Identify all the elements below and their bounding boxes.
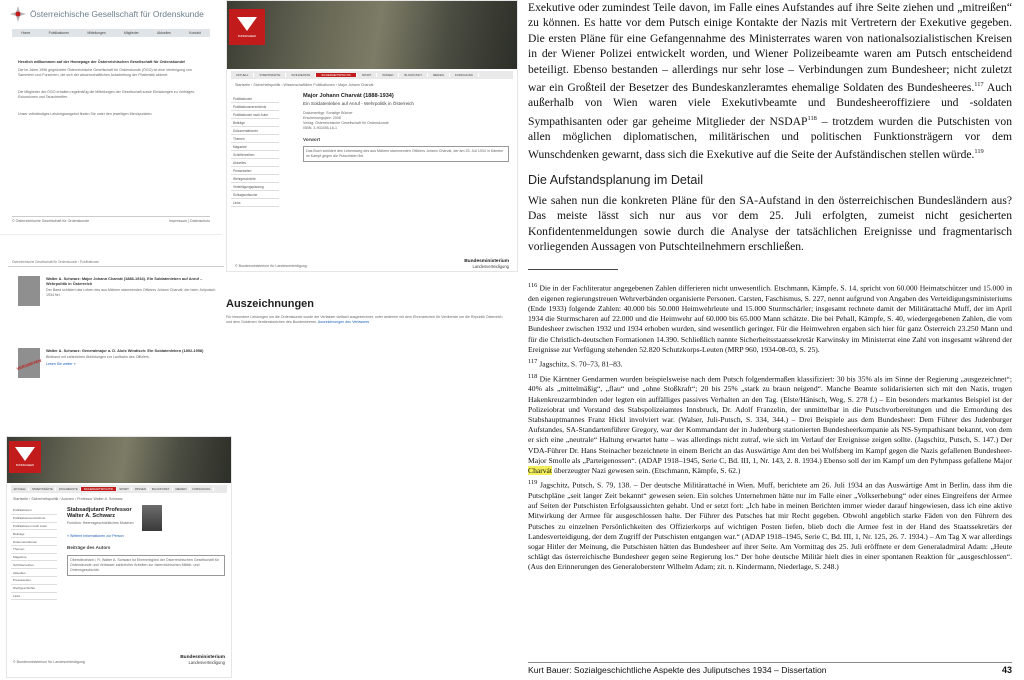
sidebar-item[interactable]: Beiträge (231, 119, 279, 127)
nav-item-streitkraefte[interactable]: STREITKRÄFTE (29, 487, 56, 491)
section-heading: Beiträge des Autors (67, 545, 111, 550)
sidebar-item[interactable]: Schriftenreihen (11, 561, 57, 569)
nav-item-medien[interactable]: MEDIEN (173, 487, 190, 491)
bundesheer-logo[interactable] (9, 441, 41, 473)
list-item-text: Der Band schildert das Leben des aus Mähren stammenden Offiziers Johann Charvát, der beim Juliputsch 1934 fiel. (46, 288, 216, 297)
page-number: 43 (1001, 665, 1012, 675)
triangle-icon (237, 17, 257, 31)
ogo-nav-mitglieder[interactable]: Mitglieder (124, 31, 139, 35)
author-function: Funktion: Heeresgeschichtliches Museum (67, 521, 134, 525)
ministry-brand-bottom: Landesverteidigung (188, 660, 225, 665)
publication-main (303, 93, 509, 162)
awards-panel (226, 298, 506, 368)
nav-item-medien[interactable]: MEDIEN (428, 73, 450, 77)
nav-item-aktuell[interactable]: AKTUELL (11, 487, 29, 491)
sidebar-item[interactable]: Presseseiten (11, 577, 57, 585)
publication-subtitle: Ein Soldatenleben auf Anruf - Wehrpolitik in Österreich (303, 101, 414, 106)
sidebar-item[interactable]: Schriftenreihen (231, 151, 279, 159)
nav-item-sport[interactable]: SPORT (117, 487, 133, 491)
nav-item-aktuell[interactable]: AKTUELL (231, 73, 254, 77)
ogo-nav-aktuelles[interactable]: Aktuelles (157, 31, 171, 35)
footnote-divider (528, 269, 618, 270)
list-item (18, 276, 218, 316)
page-footer (235, 259, 509, 269)
page-footer (528, 662, 1012, 675)
ogo-nav-kontakt[interactable]: Kontakt (189, 31, 201, 35)
publication-meta: Dokumenttyp: Sonstige Bücher (303, 111, 353, 115)
sidebar-item[interactable]: Magazine (231, 143, 279, 151)
footer-title: Kurt Bauer: Sozialgeschichtliche Aspekte des Juliputsches 1934 – Dissertation (528, 665, 827, 675)
section-heading: Vorwort (303, 137, 321, 142)
excerpt-box: Das Buch schildert den Lebensweg des aus Mähren stammenden Offiziers Johann Charvát, der am 25. Juli 1934 in Kärnten im Kampf gegen die Putschisten fiel. (303, 146, 509, 162)
ministry-brand-bottom: Landesverteidigung (472, 264, 509, 269)
bundesheer-publication-panel (226, 0, 518, 272)
footnote-118: $^{118}$ Die Kärntner Gendarmen wurden beispielsweise nach dem Putsch folgendermaßen klassifiziert: 30 bis 35% als im Sinne der Regierung „ausgezeichnet“; 40% als „mittelmäßig“, „flau“ und „ohne Stoßkraft“; 20 bis 25% „stark zu braun neigend“. Manche Beamte solidarisierten sich mit den Nazis, trugen Hakenkreuzarmbinden oder legten ein auffälliges passives Verhalten an den Tag. (Elste/Hänisch, Weg, S. 278 f.) – Ein besonders markantes Beispiel ist der Polizeiobrat und Vorstand des Stabspolizeiamtes Innsbruck, Dr. Adolf Franzelin, der unmittelbar in die Putschvorbereitungen und die Ermordung des Stabshauptmannes Franz Hickl involviert war. (Walser, Juli-Putsch, S. 334, 344.) – Drei Beispiele aus dem Bundesheer: Dem Führer des Judenburger Aufstandes, SA-Standartenführer Gregory, war der Kommandant der in Judenburg stationierten Bundesheerkompanie als NS-Sympathisant bekannt, von dem er sich eine „neutrale“ Haltung erwartet hatte – was allerdings nicht zutraf, wie sich im Verlauf der Ereignisse zeigen sollte. (Jagschitz, Putsch, S. 147.) Der VDA-Führer Dr. Hans Steinacher bezeichnete in einem Bericht an das Auswärtige Amt den bei Wolfsberg im Kampf gegen die Nazis gefallenen Bundesheer-Major Smolle als „Parteigenossen“. (ADAP 1918–1945, Serie C, Bd. III, 1, Nr. 143, 2. 8. 1934.) Ebenso soll der im Kampf um den Pyhrnpass gefallene Major Charvát überzeugter Nazi gewesen sein. (Etschmann, Kämpfe, S. 62.) (528, 372, 1012, 476)
main-nav-bar (231, 71, 513, 79)
nav-item-forschung[interactable]: FORSCHUNG (190, 487, 214, 491)
sidebar-item[interactable]: Beiträge (11, 530, 57, 538)
breadcrumb[interactable]: Startseite › Sicherheitspolitik › Autoren › Professor Walter A. Schwarz (13, 497, 123, 501)
sidebar-item[interactable]: Themen (11, 546, 57, 554)
nav-item-wissen[interactable]: WISSEN (132, 487, 149, 491)
out-of-print-stamp: VERGRIFFEN (15, 357, 42, 372)
publication-title: Major Johann Charvát (1888-1934) (303, 93, 394, 99)
main-nav-bar (11, 485, 227, 493)
ogo-paragraph: Unser vollständiges Leistungsangebot finden Sie unter den jeweiligen Menüpunkten. (18, 112, 153, 116)
nav-item-streitkraefte[interactable]: STREITKRÄFTE (254, 73, 286, 77)
footnote-116: $^{116}$ Die in der Fachliteratur angegebenen Zahlen differieren nicht unwesentlich. Etschmann, Kämpfe, S. 14, spricht von 60.000 Heimatschützer und 15.000 in den eigenen regierungstreuen Wehrverbänden organisierte Personen. Carsten, Faschismus, S. 227, nennt aufgrund von Angaben des Verteidigungsministeriums (Ende 1933) folgende Zahlen: 40.000 bis 50.000 Heimwehrleute und 15.000 Sturmschärler; insgesamt rechnete damit der Militärattaché Muff, der im April 1934 die Sturmscharen auf 22.000 und die Heimwehr auf 60.000 bis 65.000 Mann schätzte. Die bei Pehall, Kämpfe, S. 40, wiedergegebenen Zahlen, die vom Bundesheer zwischen 1932 und 1934 erhoben wurden, sind wesentlich geringer. Für die Heimwehren ergaben sich hier für ganz Österreich 23.250 Mann und für die Christlich-deutschen Formationen 14.390. Schließlich nannte Sicherheitsstaatssekretär Karwinsky im Ministerrat eine Zahl von insgesamt während der Ereignisse zur Verfügung stehenden 52.820 Schutzkorps-Leuten (MRP 960, 1934-08-03, S. 25). (528, 282, 1012, 354)
publication-list-panel (8, 258, 224, 418)
hero-banner (227, 1, 517, 69)
sidebar-item[interactable]: Magazine (11, 554, 57, 562)
nav-item-sicherheitspolitik[interactable]: SICHERHEITSPOLITIK (316, 73, 357, 77)
sidebar-menu (231, 95, 279, 207)
publication-meta: ISBN: 3-902455-16-1 (303, 126, 337, 130)
triangle-icon (15, 447, 35, 461)
sidebar-item[interactable]: Presseseiten (231, 167, 279, 175)
nav-item-wissen[interactable]: WISSEN (377, 73, 399, 77)
sidebar-item[interactable]: Themen (231, 135, 279, 143)
nav-item-sport[interactable]: SPORT (357, 73, 378, 77)
list-item (15, 348, 218, 388)
nav-item-sicherheitspolitik[interactable]: SICHERHEITSPOLITIK (81, 487, 117, 491)
list-item-text: Bildband mit zahlreichen Abbildungen zur Laufbahn des Offiziers. (46, 355, 150, 359)
nav-item-zivildienste[interactable]: ZIVILDIENSTE (286, 73, 316, 77)
body-paragraph: Wie sahen nun die konkreten Pläne für den SA-Aufstand in den österreichischen Bundesländern aus? Das meiste lässt sich nur aus vor dem 25. Juli erfolgten, zumeist nicht gesicherten Konfidentenmeldungen sowie durch die Analyse der tatsächlichen Ereignisse und fragmentarisch vorliegenden Aussagen von Putschteilnehmern erschließen. (528, 194, 1012, 254)
logo-label: BUNDESHEER (237, 35, 257, 38)
author-bio-box: Oberstleutnant i. R. Walter A. Schwarz ist Ehrenmitglied der Österreichischen Gesellschaft für Ordenskunde und Verfasser zahlreicher Arbeiten zur österreichischen Militär- und Ordensgeschichte. (67, 555, 225, 576)
sidebar-item[interactable]: Links (11, 593, 57, 601)
publication-meta: Erscheinungsjahr: 2008 (303, 116, 341, 120)
highlighted-term: Charvát (528, 466, 553, 476)
footnotes (528, 281, 1012, 573)
bundesheer-author-panel (6, 436, 232, 678)
ogo-footer-links[interactable]: Impressum | Datenschutz (169, 219, 210, 223)
page-footer (13, 655, 225, 665)
sidebar-item[interactable]: Wehrgeschichte (231, 175, 279, 183)
book-cover-image[interactable] (18, 276, 40, 306)
ministry-brand-top: Bundesministerium (180, 655, 225, 660)
author-main (67, 507, 225, 576)
logo-label: BUNDESHEER (15, 464, 35, 467)
read-more-link[interactable]: Lesen Sie weiter » (46, 362, 76, 366)
ogo-logo-icon (10, 6, 26, 22)
nav-item-blickpunkt[interactable]: BLICKPUNKT (149, 487, 173, 491)
dissertation-page (528, 0, 1012, 680)
sidebar-item[interactable]: Publikationen (231, 95, 279, 103)
sidebar-item[interactable]: Schlagwortsuche (231, 191, 279, 199)
author-title: Stabsadjutant Professor Walter A. Schwarz (67, 507, 132, 519)
ministry-brand-top: Bundesministerium (464, 259, 509, 264)
list-breadcrumb[interactable]: Österreichische Gesellschaft für Ordenskunde › Publikationen (8, 258, 224, 267)
ogo-footer-copyright: © Österreichische Gesellschaft für Ordenskunde (12, 219, 90, 223)
ministry-brand (464, 259, 509, 269)
list-item-title[interactable]: Walter A. Schwarz: Generalmajor a. D. Alois Windisch: Ein Soldatenleben (1892-1958) (46, 348, 204, 353)
list-item-title[interactable]: Walter A. Schwarz: Major Johann Charvát (1888-1934). Ein Soldatenleben auf Anruf – Wehrpolitik in Österreich (46, 276, 203, 286)
bundesheer-logo[interactable] (229, 9, 265, 45)
sidebar-item[interactable]: Aktuelles (231, 159, 279, 167)
ogo-welcome-heading: Herzlich willkommen auf der Homepage der Österreichischen Gesellschaft für Ordenskunde! (18, 60, 186, 64)
awards-heading: Auszeichnungen (226, 298, 315, 310)
ogo-nav-mitteilungen[interactable]: Mitteilungen (87, 31, 106, 35)
sidebar-item[interactable]: Wehrgeschichte (11, 585, 57, 593)
section-heading: Die Aufstandsplanung im Detail (528, 173, 704, 187)
ogo-footer (12, 216, 210, 224)
ministry-brand (180, 655, 225, 665)
awards-link[interactable]: Auszeichnungen des Verfassers (317, 320, 370, 324)
awards-text (226, 315, 504, 325)
sidebar-item[interactable]: Dokumentationen (231, 127, 279, 135)
sidebar-item[interactable]: Links (231, 199, 279, 207)
sidebar-item[interactable]: Publikationsverzeichnis (231, 103, 279, 111)
sidebar-item[interactable]: Aktuelles (11, 569, 57, 577)
sidebar-item[interactable]: Publikationen nach Autor (231, 111, 279, 119)
sidebar-item[interactable]: Publikationsverzeichnis (11, 515, 57, 523)
sidebar-menu (11, 507, 57, 600)
body-paragraph: Exekutive oder zumindest Teile davon, im Falle eines Aufstandes auf ihre Seite ziehen und „mitreißen“ zu können. Es hatte vor dem Putsch einige Kontakte der Nazis mit Vertretern der Exekutive gegeben. Die ersten Pläne für eine Gefangennahme des Ministerrates waren von nationalsozialistischen Kreisen in der Wiener Polizei entwickelt worden, und Wiener Polizeibeamte waren am Putsch entscheidend beteiligt. Ebenso bestanden – allerdings nur sehr lose – Verbindungen zum Bundesheer; nicht zuletzt war ein Großteil der Besetzer des Bundeskanzleramtes ehemalige Soldaten des Bundesheeres.$^{117}$ Auch außerhalb von Wien waren viele Exekutivbeamte und Bundesheeroffiziere und -soldaten Sympathisanten oder gar geheime Mitglieder der NSDAP$^{118}$ – trotzdem wurden die Putschisten von allen möglichen diplomatischen, militärischen und politischen Funktionsträgern vor dem Wunschdenken gewarnt, dass sich die Exekutive auf die Seite der Aufständischen stellen würde.$^{119}$ (528, 1, 1012, 162)
footnote-117: $^{117}$ Jagschitz, S. 70–73, 81–83. (528, 357, 623, 369)
ogo-paragraph: Die im Jahre 1996 gegründete Österreichische Gesellschaft für Ordenskunde (ÖGO) ist eine Vereinigung von Sammlern und Forschern, die sich der wissenschaftlichen Aufarbeitung der Phaleristik widmet. (18, 68, 192, 77)
awards-body: Für besondere Leistungen um die Ordenskunde wurde der Verfasser vielfach ausgezeichnet, unter anderem mit dem Ehrenzeichen für Verdienste um die Republik Österreich und dem Goldenen Verdienstzeichen des Bundesheeres. (226, 315, 503, 324)
footer-text: © Bundesministerium für Landesverteidigung (235, 264, 307, 268)
ogo-homepage-panel (0, 0, 222, 235)
ogo-nav-bar (12, 29, 210, 37)
ogo-nav-publikationen[interactable]: Publikationen (48, 31, 69, 35)
ogo-nav-home[interactable]: Home (21, 31, 31, 35)
nav-item-blickpunkt[interactable]: BLICKPUNKT (399, 73, 428, 77)
author-more-link[interactable]: » Weitere Informationen zur Person (67, 534, 124, 538)
nav-item-zivildienste[interactable]: ZIVILDIENSTE (56, 487, 81, 491)
footer-text: © Bundesministerium für Landesverteidigung (13, 660, 85, 664)
nav-item-forschung[interactable]: FORSCHUNG (450, 73, 479, 77)
ogo-site-title: Österreichische Gesellschaft für Ordenskunde (30, 9, 204, 19)
sidebar-item[interactable]: Dokumentationen (11, 538, 57, 546)
breadcrumb[interactable]: Startseite › Sicherheitspolitik › Wissenschaftliche Publikationen › Major Johann Charvát (235, 83, 374, 87)
publication-meta: Verlag: Österreichische Gesellschaft für Ordenskunde (303, 121, 389, 125)
sidebar-item[interactable]: Publikationen nach Autor (11, 523, 57, 531)
footnote-119: $^{119}$ Jagschitz, Putsch, S. 79, 138. – Der deutsche Militärattaché in Wien, Muff, berichtete am 26. Juli 1934 an das Auswärtige Amt in Berlin, dass ihm die Putschpläne „seit langer Zeit bekannt“ gewesen seien. Ein solches Unternehmen hätte nur im Falle einer „Volkserhebung“ oder eines Eingreifens der Armee auf Seiten der Putschisten Erfolgsaussichten gehabt. Und er setzt fort: „Ich habe in meinen Berichten immer wieder darauf hingewiesen, dass ich eine aktive Mitwirkung der Armee für ausgeschlossen halte. Der Führer des Putsches hat mir Recht gegeben. Obwohl angeblich starke Fäden von den Führern des Putsches zu einzelnen Persönlichkeiten des Offizierkorps auf wichtigen Posten liefen, blieb doch die Armee fest in der Hand des Staatssekretärs der Landesverteidigung, der dem Zugriff der Putschisten entgangen war.“ (ADAP 1918–1945, Serie C, Bd. III, 1, Nr. 125, 26. 7. 1934.) – Am Tag X war allerdings sogar Hitler der Meinung, die Putschisten hätten das Bundesheer auf ihrer Seite. Am Vormittag des 25. Juli eröffnete er dem Generaladmiral Adam: „Heute schlägt das österreichische Bundesheer gegen seine Regierung los.“ Der hohe deutsche Militär hielt dies in einer spontanen Reaktion für „ausgeschlossen“. (Aus den Erinnerungen des Generaloberstenr Wilhelm Adam; zit. n. Kindermann, Niederlage, S. 248.) (528, 479, 1012, 572)
ogo-paragraph: Die Mitglieder der ÖGO erhalten regelmäßig die Mitteilungen der Gesellschaft sowie Einladungen zu Vorträgen, Exkursionen und Tauschtreffen. (18, 90, 196, 99)
sidebar-item[interactable]: Publikationen (11, 507, 57, 515)
sidebar-item[interactable]: Verteidigungsplanung (231, 183, 279, 191)
